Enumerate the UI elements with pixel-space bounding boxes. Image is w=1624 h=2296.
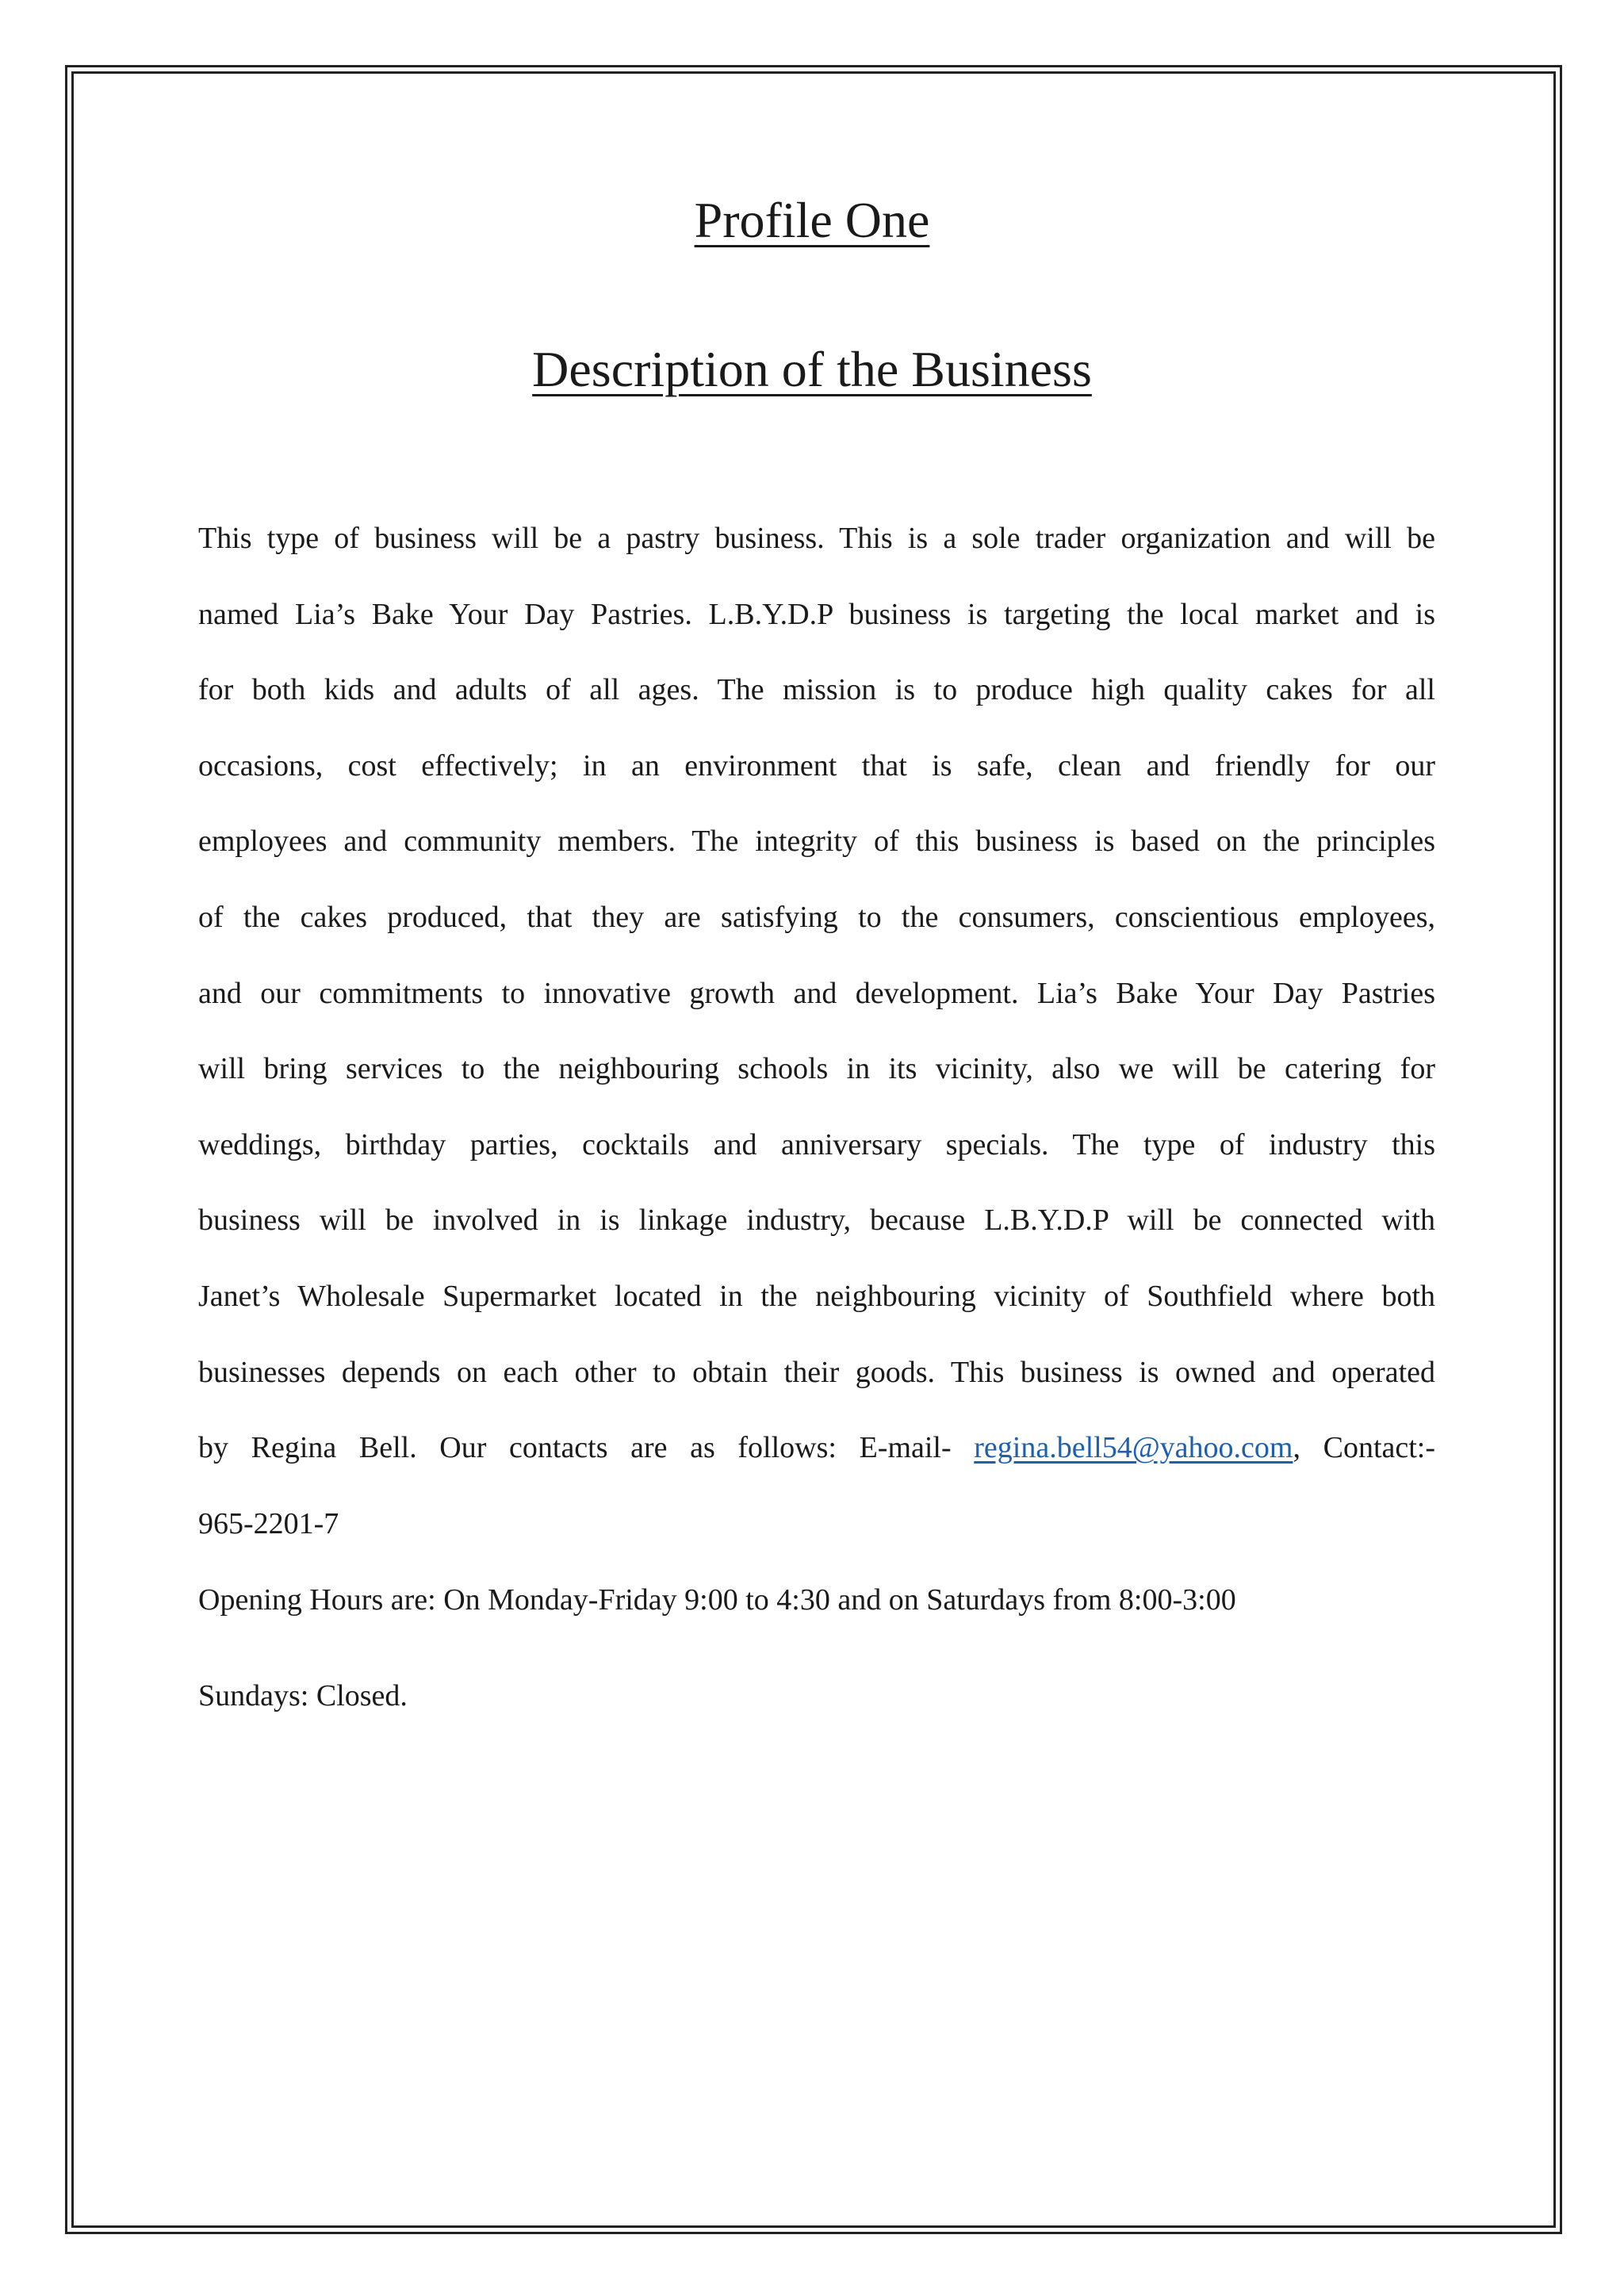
description-line: occasions, cost effectively; in an environment that is safe, clean and friendly for our (198, 748, 1435, 783)
phone-number: 965-2201-7 (198, 1506, 339, 1540)
page-title: Profile One (694, 192, 930, 248)
section-heading: Description of the Business (532, 341, 1092, 397)
contact-suffix: , Contact:- (1293, 1431, 1436, 1465)
description-line: named Lia’s Bake Your Day Pastries. L.B.Y.D.P business is targeting the local market and is (198, 597, 1435, 631)
description-line: for both kids and adults of all ages. The mission is to produce high quality cakes for all (198, 673, 1435, 707)
description-line: will bring services to the neighbouring schools in its vicinity, also we will be catering for (198, 1052, 1435, 1086)
email-link[interactable]: regina.bell54@yahoo.com (974, 1431, 1293, 1465)
business-description (198, 501, 1435, 1562)
description-line: and our commitments to innovative growth and development. Lia’s Bake Your Day Pastries (198, 976, 1435, 1010)
sunday-hours: Sundays: Closed. (198, 1679, 408, 1712)
description-line: business will be involved in is linkage industry, because L.B.Y.D.P will be connected with (198, 1203, 1435, 1238)
contact-prefix: by Regina Bell. Our contacts are as follows: E-mail- (198, 1431, 952, 1465)
description-line: Janet’s Wholesale Supermarket located in the neighbouring vicinity of Southfield where both (198, 1279, 1435, 1313)
description-line: businesses depends on each other to obtain their goods. This business is owned and operated (198, 1355, 1435, 1389)
description-line: employees and community members. The integrity of this business is based on the principles (198, 825, 1435, 859)
opening-hours: Opening Hours are: On Monday-Friday 9:00 to 4:30 and on Saturdays from 8:00-3:00 (198, 1583, 1236, 1617)
description-line: weddings, birthday parties, cocktails and anniversary specials. The type of industry this (198, 1127, 1435, 1161)
description-line: This type of business will be a pastry business. This is a sole trader organization and will be (198, 522, 1435, 555)
contact-line (198, 1410, 1435, 1487)
description-line: of the cakes produced, that they are satisfying to the consumers, conscientious employees, (198, 900, 1435, 934)
